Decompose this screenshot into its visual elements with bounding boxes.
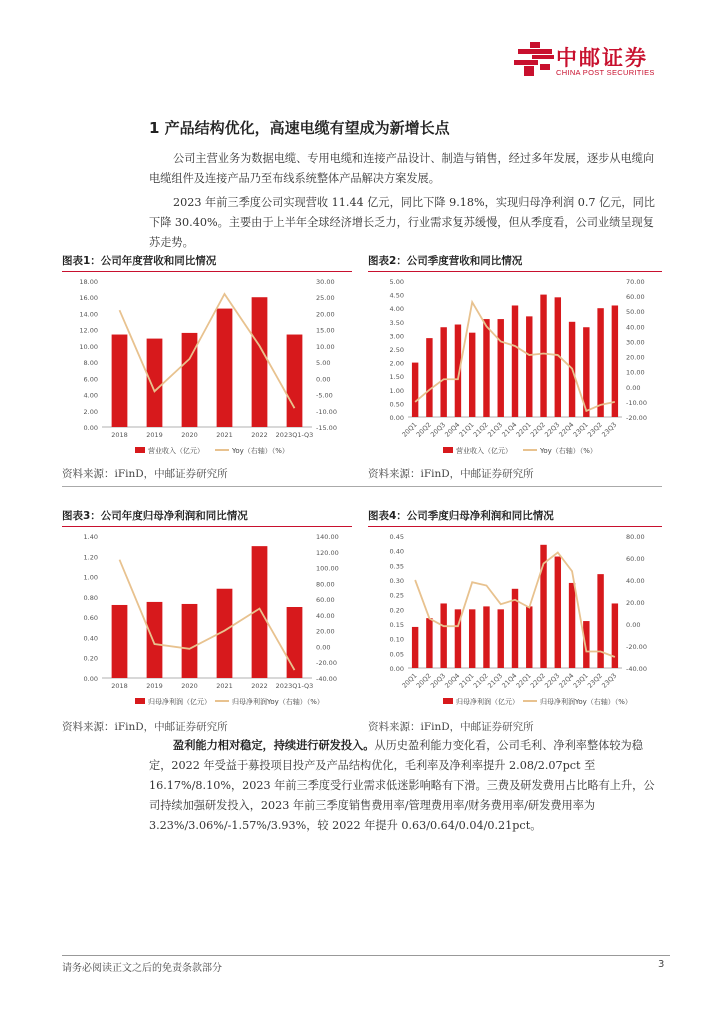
y-tick-label: 0.35 — [389, 562, 404, 571]
y2-tick-label: 0.00 — [626, 383, 641, 392]
x-tick-label: 2023Q1-Q3 — [275, 431, 314, 439]
paragraph-lead: 盈利能力相对稳定，持续进行研发投入。 — [173, 739, 375, 752]
x-tick-label: 20Q1 — [400, 420, 419, 439]
y-tick-label: 2.00 — [389, 359, 404, 368]
yoy-line — [120, 560, 295, 670]
bar — [412, 363, 418, 417]
x-tick-label: 2020 — [181, 682, 198, 690]
y2-tick-label: 0.00 — [316, 375, 331, 384]
bar — [182, 604, 198, 678]
x-tick-label: 2022 — [251, 431, 268, 439]
x-tick-label: 20Q2 — [414, 420, 433, 439]
bar — [540, 295, 546, 417]
x-tick-label: 22Q3 — [543, 671, 562, 690]
y2-tick-label: 40.00 — [626, 577, 645, 585]
bar — [498, 609, 504, 668]
chart2-source: 资料来源：iFinD，中邮证券研究所 — [368, 468, 534, 480]
bar — [612, 305, 618, 417]
y-tick-label: 0.40 — [83, 634, 98, 643]
y-tick-label: 1.50 — [389, 373, 404, 382]
x-tick-label: 22Q4 — [557, 671, 576, 690]
legend-line-label: Yoy（右轴）（%） — [540, 447, 597, 455]
y2-tick-label: 10.00 — [626, 368, 645, 377]
x-tick-label: 2019 — [146, 431, 163, 439]
x-tick-label: 22Q2 — [528, 671, 547, 690]
y-tick-label: 10.00 — [79, 342, 98, 351]
y2-tick-label: 20.00 — [626, 599, 645, 607]
bar — [412, 627, 418, 668]
y-tick-label: 0.05 — [389, 650, 404, 659]
brand-name-en: CHINA POST SECURITIES — [556, 68, 655, 77]
x-tick-label: 23Q2 — [585, 420, 605, 439]
y2-tick-label: 20.00 — [626, 353, 645, 362]
paragraph-body: 从历史盈利能力变化看，公司毛利、净利率整体较为稳定，2022 年受益于募投项目投产及产品结构优化，毛利率及净利率提升 2.08/2.07pct 至 16.17%/8.10%，2023 年前三季度受行业需求低迷影响略有下滑。三费及研发费用占比略有上升，公司持续加强研发投入，2023 年前三季度销售费用率/管理费用率/财务费用率/研发费用率为 3.23%/3.06%/-1.57%/3.93%，较 2022 年提升 0.63/0.64/0.04/0.21pct。 — [149, 739, 655, 832]
y2-tick-label: 60.00 — [316, 596, 335, 605]
x-tick-label: 21Q3 — [486, 420, 505, 439]
brand-name-cn: 中邮证券 — [556, 46, 648, 70]
y2-tick-label: -10.00 — [626, 398, 647, 407]
x-tick-label: 20Q4 — [443, 420, 462, 439]
y-tick-label: 1.00 — [389, 386, 404, 395]
x-tick-label: 21Q2 — [471, 420, 490, 439]
x-tick-label: 2020 — [181, 431, 198, 439]
y-tick-label: 1.20 — [83, 553, 98, 562]
x-tick-label: 20Q1 — [400, 671, 419, 690]
y2-tick-label: -20.00 — [626, 414, 647, 422]
y2-tick-label: 70.00 — [626, 278, 645, 286]
legend-bar-swatch — [135, 447, 145, 453]
y2-tick-label: 100.00 — [316, 564, 339, 573]
bar — [426, 338, 432, 417]
bar — [483, 319, 489, 417]
bar — [112, 605, 128, 678]
y2-tick-label: -40.00 — [626, 665, 647, 673]
y2-tick-label: 50.00 — [626, 308, 645, 317]
y-tick-label: 6.00 — [83, 375, 98, 384]
x-tick-label: 20Q3 — [429, 420, 448, 439]
y-tick-label: 0.20 — [83, 654, 98, 663]
bar — [440, 327, 446, 417]
y-tick-label: 0.15 — [389, 621, 404, 629]
x-tick-label: 2023Q1-Q3 — [275, 682, 314, 690]
bar — [440, 603, 446, 668]
bar — [469, 333, 475, 417]
x-tick-label: 21Q1 — [457, 671, 476, 690]
bar — [612, 603, 618, 668]
y-tick-label: 3.50 — [389, 318, 404, 327]
y2-tick-label: -15.00 — [316, 424, 337, 432]
chart4-svg — [368, 528, 662, 712]
bar — [583, 621, 589, 668]
chart1-svg — [62, 273, 352, 461]
y-tick-label: 0.45 — [389, 533, 404, 541]
x-tick-label: 20Q3 — [429, 671, 448, 690]
y2-tick-label: 80.00 — [626, 533, 645, 541]
y2-tick-label: 120.00 — [316, 548, 339, 557]
bar — [217, 309, 233, 427]
y2-tick-label: 0.00 — [316, 643, 331, 652]
y-tick-label: 4.50 — [389, 291, 404, 300]
y-tick-label: 1.40 — [83, 533, 98, 541]
y-tick-label: 5.00 — [389, 278, 404, 286]
bar — [597, 308, 603, 417]
bar — [426, 618, 432, 668]
chart2-svg — [368, 273, 662, 461]
bar — [555, 557, 561, 668]
y2-tick-label: 15.00 — [316, 326, 335, 335]
y2-tick-label: 60.00 — [626, 555, 645, 563]
bar — [597, 574, 603, 668]
y-tick-label: 18.00 — [79, 278, 98, 286]
chart3-source: 资料来源：iFinD，中邮证券研究所 — [62, 721, 228, 733]
y-tick-label: 4.00 — [389, 305, 404, 314]
bar — [147, 339, 163, 427]
x-tick-label: 23Q3 — [600, 671, 619, 690]
chart3-svg — [62, 528, 352, 712]
legend-bar-swatch — [443, 698, 453, 704]
x-tick-label: 22Q3 — [543, 420, 562, 439]
legend-line-label: Yoy（右轴）（%） — [232, 447, 289, 455]
x-tick-label: 21Q3 — [486, 671, 505, 690]
y-tick-label: 16.00 — [79, 294, 98, 303]
y2-tick-label: 60.00 — [626, 293, 645, 302]
legend-line-label: 归母净利润Yoy（右轴）（%） — [540, 698, 632, 706]
y-tick-label: 14.00 — [79, 310, 98, 319]
x-tick-label: 2018 — [111, 431, 128, 439]
bar — [569, 583, 575, 668]
chart4 — [368, 528, 662, 716]
y-tick-label: 0.00 — [389, 414, 404, 422]
y2-tick-label: 40.00 — [626, 323, 645, 332]
y-tick-label: 3.00 — [389, 332, 404, 341]
y2-tick-label: 10.00 — [316, 342, 335, 351]
x-tick-label: 21Q1 — [457, 420, 476, 439]
paragraph-business: 公司主营业务为数据电缆、专用电缆和连接产品设计、制造与销售，经过多年发展，逐步从电缆向电缆组件及连接产品乃至布线系统整体产品解决方案发展。 — [149, 152, 655, 185]
y-tick-label: 0.80 — [83, 593, 98, 602]
x-tick-label: 2021 — [216, 682, 233, 690]
x-tick-label: 20Q2 — [414, 671, 433, 690]
y-tick-label: 1.00 — [83, 573, 98, 582]
x-tick-label: 23Q1 — [571, 420, 590, 439]
y2-tick-label: 140.00 — [316, 533, 339, 541]
footer-divider — [62, 955, 670, 956]
chart2-title: 图表2：公司季度营收和同比情况 — [368, 253, 662, 272]
chart1-title: 图表1：公司年度营收和同比情况 — [62, 253, 352, 272]
y-tick-label: 0.20 — [389, 606, 404, 615]
bar — [483, 606, 489, 668]
bar — [112, 335, 128, 427]
intro-paragraph — [149, 149, 663, 253]
legend-bar-label: 归母净利润（亿元） — [456, 698, 519, 706]
x-tick-label: 2021 — [216, 431, 233, 439]
y2-tick-label: -20.00 — [626, 643, 647, 651]
x-tick-label: 2022 — [251, 682, 268, 690]
x-tick-label: 2019 — [146, 682, 163, 690]
chart3-title: 图表3：公司年度归母净利润和同比情况 — [62, 508, 352, 527]
y2-tick-label: 40.00 — [316, 611, 335, 620]
x-tick-label: 21Q4 — [500, 671, 519, 690]
legend-bar-swatch — [443, 447, 453, 453]
yoy-line — [120, 294, 295, 408]
y2-tick-label: 0.00 — [626, 621, 641, 629]
y-tick-label: 2.00 — [83, 407, 98, 416]
y-tick-label: 0.40 — [389, 547, 404, 556]
y-tick-label: 2.50 — [389, 346, 404, 354]
y-tick-label: 0.10 — [389, 635, 404, 644]
y-tick-label: 12.00 — [79, 326, 98, 335]
paragraph-results: 2023 年前三季度公司实现营收 11.44 亿元，同比下降 9.18%，实现归母净利润 0.7 亿元，同比下降 30.40%。主要由于上半年全球经济增长乏力，行业需求复苏缓慢，但从季度看，公司业绩呈现复苏走势。 — [149, 196, 655, 249]
bar — [526, 316, 532, 417]
chart4-title: 图表4：公司季度归母净利润和同比情况 — [368, 508, 662, 527]
x-tick-label: 20Q4 — [443, 671, 462, 690]
profitability-paragraph — [149, 736, 663, 836]
legend-bar-label: 营业收入（亿元） — [148, 447, 204, 455]
legend-line-label: 归母净利润Yoy（右轴）（%） — [232, 698, 324, 706]
section-heading: 1 产品结构优化，高速电缆有望成为新增长点 — [149, 119, 450, 137]
y2-tick-label: -40.00 — [316, 675, 337, 683]
y-tick-label: 0.25 — [389, 591, 404, 600]
y-tick-label: 0.00 — [83, 424, 98, 432]
x-tick-label: 22Q2 — [528, 420, 547, 439]
y2-tick-label: 5.00 — [316, 359, 331, 368]
legend-bar-swatch — [135, 698, 145, 704]
x-tick-label: 22Q1 — [514, 671, 533, 690]
x-tick-label: 23Q3 — [600, 420, 619, 439]
y-tick-label: 0.60 — [83, 614, 98, 623]
y2-tick-label: -20.00 — [316, 659, 337, 668]
bar — [498, 319, 504, 417]
legend-bar-label: 营业收入（亿元） — [456, 447, 512, 455]
x-tick-label: 22Q4 — [557, 420, 576, 439]
bar — [147, 602, 163, 678]
bar — [526, 606, 532, 668]
y-tick-label: 0.50 — [389, 400, 404, 409]
x-tick-label: 23Q2 — [585, 671, 605, 690]
divider — [62, 486, 662, 487]
x-tick-label: 21Q2 — [471, 671, 490, 690]
y2-tick-label: 80.00 — [316, 580, 335, 589]
chart3 — [62, 528, 352, 716]
y-tick-label: 0.00 — [389, 665, 404, 673]
bar — [252, 297, 268, 427]
footer-disclaimer: 请务必阅读正文之后的免责条款部分 — [62, 963, 222, 974]
x-tick-label: 22Q1 — [514, 420, 533, 439]
legend-bar-label: 归母净利润（亿元） — [148, 698, 211, 706]
y2-tick-label: 30.00 — [316, 278, 335, 286]
y2-tick-label: 25.00 — [316, 294, 335, 303]
bar — [469, 609, 475, 668]
chart1 — [62, 273, 352, 465]
x-tick-label: 21Q4 — [500, 420, 519, 439]
y2-tick-label: -5.00 — [316, 391, 333, 400]
x-tick-label: 2018 — [111, 682, 128, 690]
y-tick-label: 0.30 — [389, 577, 404, 585]
x-tick-label: 23Q1 — [571, 671, 590, 690]
y2-tick-label: -10.00 — [316, 407, 337, 416]
y-tick-label: 0.00 — [83, 675, 98, 683]
y2-tick-label: 30.00 — [626, 338, 645, 347]
chart4-source: 资料来源：iFinD，中邮证券研究所 — [368, 721, 534, 733]
bar — [287, 335, 303, 427]
bar — [287, 607, 303, 678]
bar — [512, 305, 518, 417]
y-tick-label: 4.00 — [83, 391, 98, 400]
y2-tick-label: 20.00 — [316, 310, 335, 319]
chart2 — [368, 273, 662, 465]
y2-tick-label: 20.00 — [316, 627, 335, 636]
page-number: 3 — [658, 959, 665, 970]
y-tick-label: 8.00 — [83, 359, 98, 368]
chart1-source: 资料来源：iFinD，中邮证券研究所 — [62, 468, 228, 480]
